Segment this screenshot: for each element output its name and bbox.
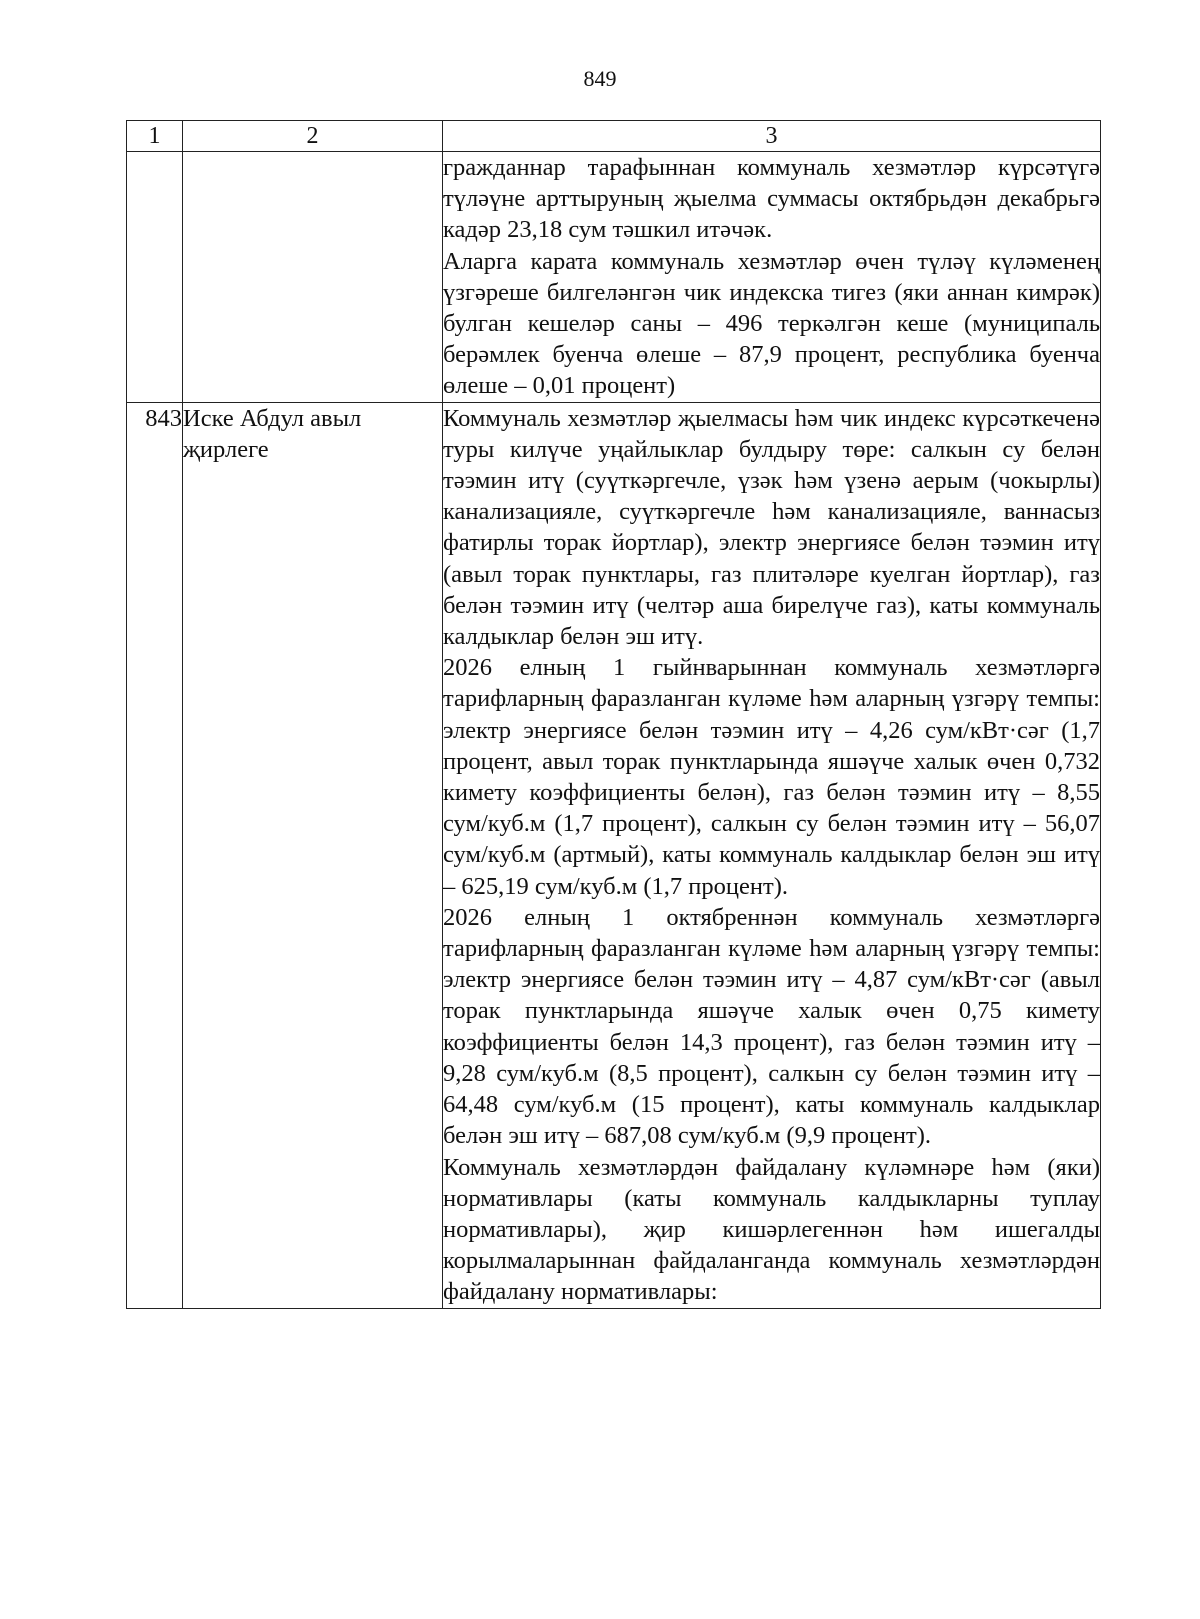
table-row [127, 152, 1101, 403]
description-cell [443, 152, 1101, 403]
column-header-2: 2 [183, 121, 443, 152]
description-paragraph: 2026 елның 1 гыйнварыннан коммуналь хезмәтләргә тарифларның фаразланган күләме һәм аларның үзгәрү темпы: электр энергиясе белән тәэмин итү – 4,26 сум/кВт·сәг (1,7 процент, авыл торак пунктларында яшәүче халык өчен 0,732 кимету коэффициенты белән), газ белән тәэмин итү – 8,55 сум/куб.м (1,7 процент), салкын су белән тәэмин итү – 56,07 сум/куб.м (артмый), каты коммуналь калдыклар белән эш итү – 625,19 сум/куб.м (1,7 процент). [443, 654, 1100, 900]
description-cell [443, 402, 1101, 1308]
settlement-name-cell: Иске Абдул авыл җирлеге [183, 402, 443, 1308]
description-paragraph: Аларга карата коммуналь хезмәтләр өчен түләү күләменең үзгәреше билгеләнгән чик индекска тигез (яки аннан кимрәк) булган кешеләр саны – 496 теркәлгән кеше (муниципаль берәмлек буенча өлеше – 87,9 процент, республика буенча өлеше – 0,01 процент) [443, 247, 1100, 400]
row-number-cell [127, 152, 183, 403]
column-header-1: 1 [127, 121, 183, 152]
table-header-row [127, 121, 1101, 152]
row-number-cell: 843 [127, 402, 183, 1308]
description-paragraph: Коммуналь хезмәтләрдән файдалану күләмнәре һәм (яки) нормативлары (каты коммуналь калдыкларны туплау нормативлары), җир кишәрлегеннән һәм ишегалды корылмаларыннан файдаланганда коммуналь хезмәтләрдән файдалану нормативлары: [443, 1153, 1100, 1306]
description-paragraph: 2026 елның 1 октябреннән коммуналь хезмәтләргә тарифларның фаразланган күләме һәм аларның үзгәрү темпы: электр энергиясе белән тәэмин итү – 4,87 сум/кВт·сәг (авыл торак пунктларында яшәүче халык өчен 0,75 кимету коэффициенты белән 14,3 процент), газ белән тәэмин итү – 9,28 сум/куб.м (8,5 процент), салкын су белән тәэмин итү – 64,48 сум/куб.м (15 процент), каты коммуналь калдыклар белән эш итү – 687,08 сум/куб.м (9,9 процент). [443, 903, 1100, 1150]
document-table [126, 120, 1101, 1309]
table-row [127, 402, 1101, 1308]
description-paragraph: Коммуналь хезмәтләр җыелмасы һәм чик индекс күрсәткеченә туры килүче уңайлыклар булдыру төре: салкын су белән тәэмин итү (суүткәргечле, үзәк һәм үзенә аерым (чокырлы) канализацияле, суүткәргечле һәм канализацияле, ваннасыз фатирлы торак йортлар), электр энергиясе белән тәэмин итү (авыл торак пунктлары, газ плитәләре куелган йортлар), газ белән тәэмин итү (челтәр аша бирелүче газ), каты коммуналь калдыклар белән эш итү. [443, 404, 1100, 651]
column-header-3: 3 [443, 121, 1101, 152]
description-paragraph: гражданнар тарафыннан коммуналь хезмәтләр күрсәтүгә түләүне арттыруның җыелма суммасы октябрьдән декабрьгә кадәр 23,18 сум тәшкил итәчәк. [443, 154, 1100, 244]
settlement-name-cell [183, 152, 443, 403]
page-number: 849 [583, 66, 617, 91]
